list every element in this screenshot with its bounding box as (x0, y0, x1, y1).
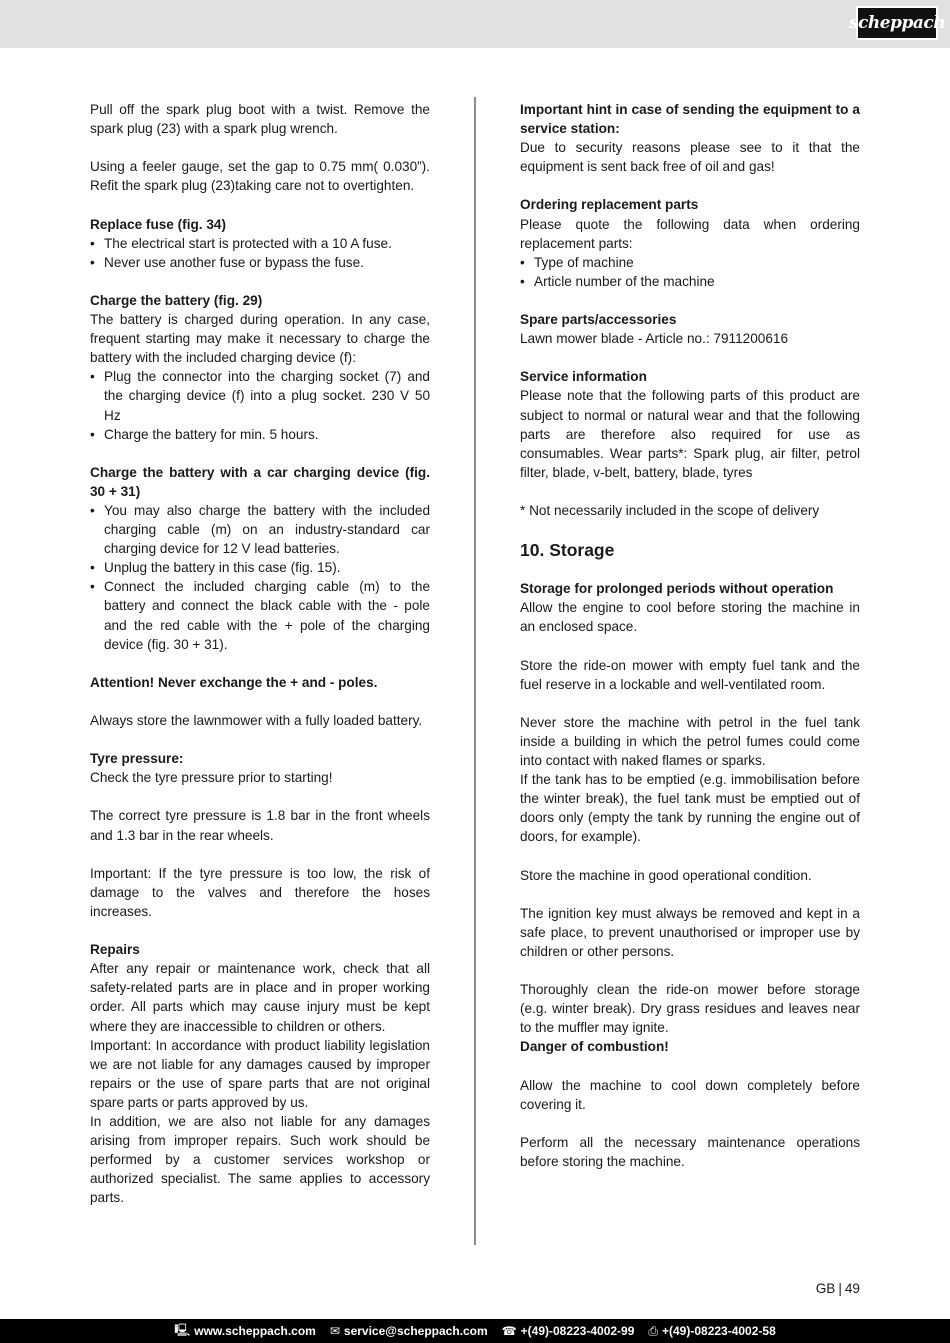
storage-title: 10. Storage (520, 540, 615, 561)
paragraph: Store the machine in good operational condition. (520, 867, 812, 883)
list-item: • The electrical start is protected with a 10 A fuse. (90, 234, 430, 253)
car-charging-section (90, 463, 430, 654)
list-item: • You may also charge the battery with the included charging cable (m) on an industry-standard car charging device for 12 V lead batteries. (90, 501, 430, 558)
logo-text: scheppach (848, 13, 946, 33)
tyre-section (90, 749, 430, 787)
list-item: • Plug the connector into the charging socket (7) and the charging device (f) into a plug socket. 230 V 50 Hz (90, 367, 430, 424)
phone-icon: ☎ (501, 1324, 517, 1338)
paragraph: Allow the machine to cool down completely before covering it. (520, 1077, 860, 1112)
section-heading: Tyre pressure: (90, 751, 184, 767)
paragraph: If the tank has to be emptied (e.g. immobilisation before the winter break), the fuel tank must be emptied out of doors only (empty the tank by running the engine out of doors, for example). (520, 772, 860, 845)
section-heading: Charge the battery (fig. 29) (90, 292, 263, 308)
paragraph: The ignition key must always be removed and kept in a safe place, to prevent unauthorised or improper use by children or other persons. (520, 905, 860, 959)
column-divider (474, 97, 476, 1245)
paragraph: Perform all the necessary maintenance operations before storing the machine. (520, 1134, 860, 1169)
paragraph: Important: If the tyre pressure is too low, the risk of damage to the valves and therefore the hoses increases. (90, 865, 430, 919)
paragraph: Allow the engine to cool before storing the machine in an enclosed space. (520, 600, 860, 635)
hint-section (520, 100, 860, 176)
paragraph: After any repair or maintenance work, check that all safety-related parts are in place and in proper working order. All parts which may cause injury must be kept where they are inaccessible to children or others. (90, 961, 430, 1034)
paragraph: Check the tyre pressure prior to starting! (90, 770, 333, 786)
fax-icon: ⎙ (648, 1323, 658, 1338)
footnote: * Not necessarily included in the scope of delivery (520, 502, 820, 518)
attention-warning: Attention! Never exchange the + and - poles. (90, 674, 378, 690)
paragraph: Lawn mower blade - Article no.: 7911200616 (520, 331, 789, 347)
fuse-section (90, 215, 430, 272)
service-section (520, 367, 860, 482)
list-item: • Charge the battery for min. 5 hours. (90, 425, 430, 444)
danger-warning: Danger of combustion! (520, 1039, 669, 1055)
paragraph: Always store the lawnmower with a fully loaded battery. (90, 713, 423, 728)
computer-icon: 🖳 (174, 1322, 191, 1337)
storage-section (520, 579, 860, 636)
section-heading: Service information (520, 369, 647, 385)
paragraph: In addition, we are also not liable for any damages arising from improper repairs. Such work should be performed by a customer services workshop or authorized specialist. The same applies to accessory parts. (90, 1113, 430, 1206)
list-item: • Unplug the battery in this case (fig. 15). (90, 558, 430, 577)
language-code: GB (815, 1281, 836, 1296)
paragraph: Pull off the spark plug boot with a twist. Remove the spark plug (23) with a spark plug wrench. (90, 102, 430, 137)
paragraph: Never store the machine with petrol in the fuel tank inside a building in which the petrol fumes could come into contact with naked flames or sparks. (520, 714, 860, 768)
email-link[interactable]: service@scheppach.com (343, 1324, 488, 1338)
paragraph: The battery is charged during operation. In any case, frequent starting may make it necessary to charge the battery with the included charging device (f): (90, 312, 430, 366)
section-heading: Important hint in case of sending the equipment to a service station: (520, 102, 860, 137)
paragraph: Please quote the following data when ordering replacement parts: (520, 216, 860, 251)
right-column (520, 100, 860, 1171)
battery-section (90, 291, 430, 444)
paragraph: Please note that the following parts of this product are subject to normal or natural wear and that the following parts are therefore also required for use as consumables. Wear parts*: Spark plug, air filter, petrol filter, blade, v-belt, battery, blade, tyres (520, 388, 860, 480)
list-item: • Type of machine (520, 253, 860, 272)
section-heading: Replace fuse (fig. 34) (90, 216, 226, 232)
page-number (816, 1281, 860, 1296)
section-heading: Spare parts/accessories (520, 312, 677, 328)
paragraph: Store the ride-on mower with empty fuel tank and the fuel reserve in a lockable and well-ventilated room. (520, 657, 860, 692)
repairs-section (90, 940, 430, 1207)
ordering-section (520, 195, 860, 290)
email-icon: ✉ (329, 1324, 340, 1338)
website-link[interactable]: www.scheppach.com (194, 1324, 316, 1338)
contact-footer (0, 1319, 950, 1343)
section-heading: Charge the battery with a car charging device (fig. 30 + 31) (90, 464, 430, 499)
paragraph: Due to security reasons please see to it that the equipment is sent back free of oil and gas! (520, 140, 860, 175)
list-item: • Never use another fuse or bypass the fuse. (90, 253, 430, 272)
paragraph: Thoroughly clean the ride-on mower before storage (e.g. winter break). Dry grass residues and leaves near to the muffler may ignite. (520, 982, 860, 1036)
list-item: • Article number of the machine (520, 272, 860, 291)
fax-number: +(49)-08223-4002-58 (662, 1324, 776, 1338)
brand-logo (848, 6, 946, 40)
section-heading: Repairs (90, 942, 140, 958)
list-item: • Connect the included charging cable (m) to the battery and connect the black cable with the - pole and the red cable with the + pole of the charging device (fig. 30 + 31). (90, 577, 430, 653)
section-heading: Ordering replacement parts (520, 197, 699, 213)
header-band (0, 0, 950, 48)
spare-parts-section (520, 310, 860, 348)
page-separator: | (838, 1281, 842, 1296)
phone-number: +(49)-08223-4002-99 (520, 1324, 635, 1338)
paragraph: Using a feeler gauge, set the gap to 0.75 mm( 0.030”). Refit the spark plug (23)taking care not to overtighten. (90, 159, 430, 194)
paragraph: Important: In accordance with product liability legislation we are not liable for any damages caused by improper repairs or the use of spare parts that are not original spare parts or parts approved by us. (90, 1037, 430, 1110)
paragraph: The correct tyre pressure is 1.8 bar in the front wheels and 1.3 bar in the rear wheels. (90, 808, 430, 843)
left-column (90, 100, 430, 1207)
page-number-value: 49 (844, 1281, 860, 1296)
section-heading: Storage for prolonged periods without operation (520, 581, 834, 597)
